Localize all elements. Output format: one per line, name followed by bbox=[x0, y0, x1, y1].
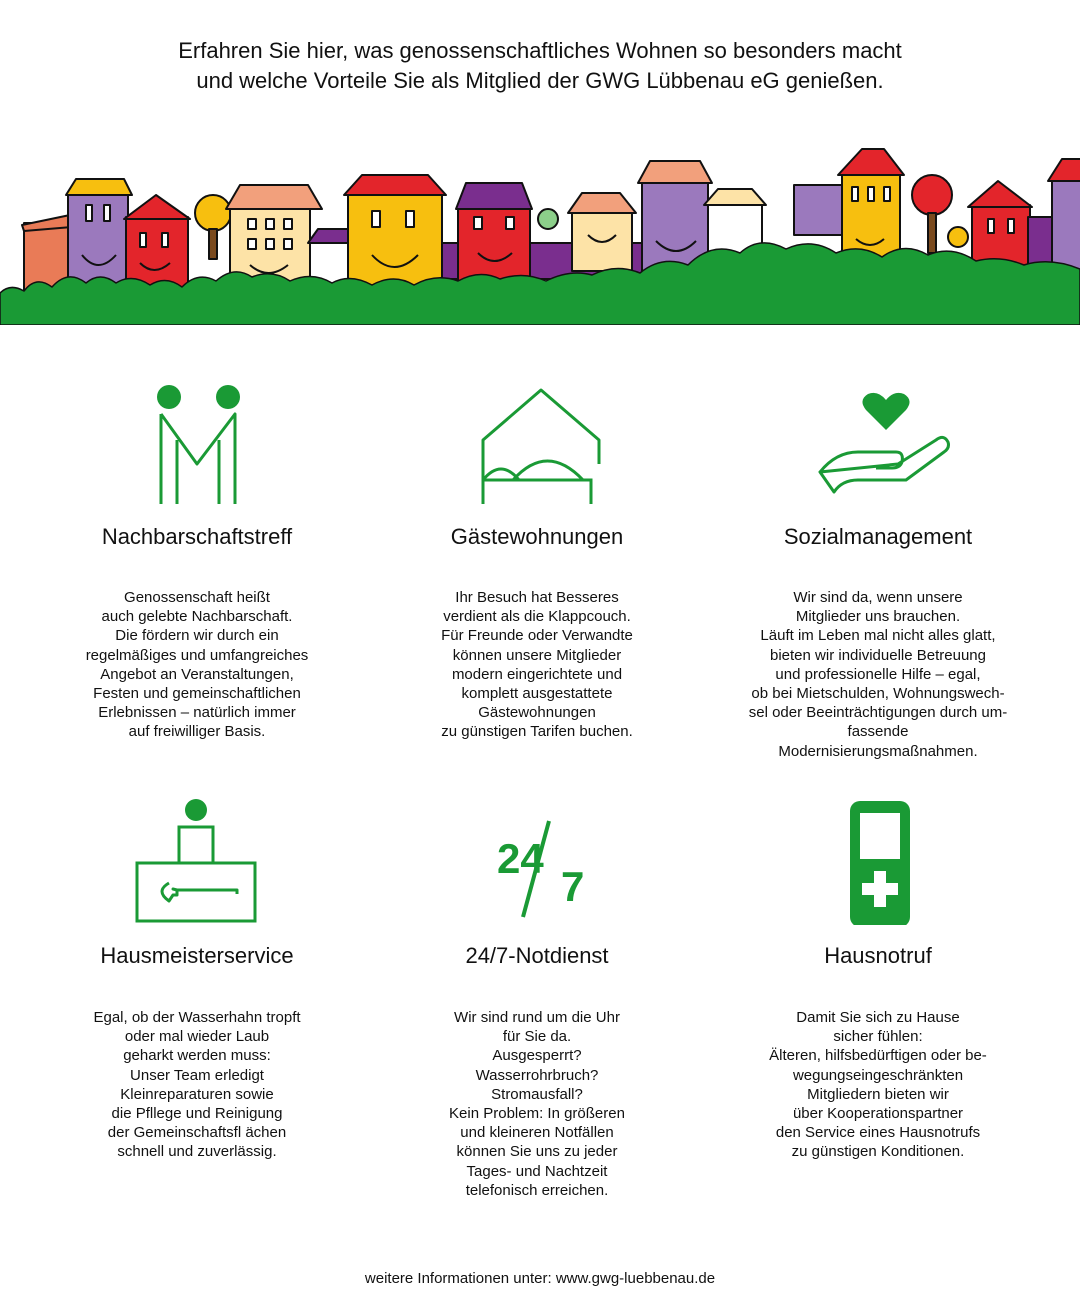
text-line: modern eingerichtete und bbox=[451, 665, 623, 683]
text-line: und kleineren Notfällen bbox=[460, 1124, 614, 1142]
text-line: sel oder Beeinträchtigungen durch um- bbox=[748, 704, 1008, 722]
service-title: 24/7-Notdienst bbox=[465, 943, 609, 968]
text-line: und professionelle Hilfe – egal, bbox=[775, 665, 981, 683]
text-line: fassende bbox=[847, 723, 909, 741]
emergency-phone-icon bbox=[718, 795, 1038, 925]
text-line: Unser Team erledigt bbox=[130, 1066, 264, 1084]
heart-hand-icon bbox=[718, 380, 1038, 510]
text-line: verdient als die Klappcouch. bbox=[443, 608, 631, 626]
service-title: Hausmeisterservice bbox=[100, 943, 294, 968]
text-line: Kein Problem: In größeren bbox=[449, 1105, 625, 1123]
service-title: Hausnotruf bbox=[824, 943, 932, 968]
text-line: Für Freunde oder Verwandte bbox=[441, 627, 633, 645]
service-description bbox=[377, 588, 697, 742]
text-line: auch gelebte Nachbarschaft. bbox=[101, 608, 293, 626]
neighbors-icon bbox=[37, 380, 357, 510]
text-line: Wir sind rund um die Uhr bbox=[454, 1009, 620, 1026]
service-title: Sozialmanagement bbox=[783, 524, 973, 549]
text-line: Stromausfall? bbox=[491, 1085, 583, 1103]
text-line: Genossenschaft heißt bbox=[124, 589, 270, 606]
text-line: Gästewohnungen bbox=[478, 704, 596, 722]
text-line: Die fördern wir durch ein bbox=[115, 627, 279, 645]
text-line: Modernisierungsmaßnahmen. bbox=[778, 742, 978, 760]
text-line: wegungseingeschränkten bbox=[792, 1066, 964, 1084]
text-line: Tages- und Nachtzeit bbox=[466, 1162, 608, 1180]
text-line: Ihr Besuch hat Besseres bbox=[455, 589, 619, 606]
text-line: Egal, ob der Wasserhahn tropft bbox=[93, 1009, 301, 1026]
service-card-hausmeisterservice bbox=[37, 795, 357, 1215]
service-description bbox=[718, 588, 1038, 761]
text-line: oder mal wieder Laub bbox=[124, 1028, 270, 1046]
icon-text-24: 24 bbox=[497, 835, 544, 882]
guest-apartment-icon bbox=[377, 380, 697, 510]
text-line: Ausgesperrt? bbox=[492, 1047, 582, 1065]
text-line: Damit Sie sich zu Hause bbox=[796, 1009, 960, 1026]
service-card-nachbarschaftstreff bbox=[37, 380, 357, 780]
house bbox=[794, 185, 842, 235]
text-line: die Pfllege und Reinigung bbox=[111, 1105, 283, 1123]
text-line: regelmäßiges und umfangreiches bbox=[85, 646, 309, 664]
text-line: für Sie da. bbox=[502, 1028, 572, 1046]
text-line: bieten wir individuelle Betreuung bbox=[770, 646, 986, 664]
text-line: Angebot an Veranstaltungen, bbox=[100, 665, 294, 683]
service-title: Gästewohnungen bbox=[450, 524, 624, 549]
service-description bbox=[377, 1008, 697, 1200]
tree bbox=[538, 209, 558, 229]
service-card-sozialmanagement bbox=[718, 380, 1038, 780]
text-line: der Gemeinschaftsfl ächen bbox=[107, 1124, 287, 1142]
service-card-gaestewohnungen bbox=[377, 380, 697, 780]
tree bbox=[912, 175, 952, 215]
footer-link-text: weitere Informationen unter: www.gwg-luebbenau.de bbox=[364, 1270, 716, 1287]
text-line: Wir sind da, wenn unsere bbox=[793, 589, 963, 606]
service-card-notdienst bbox=[377, 795, 697, 1215]
town-illustration bbox=[0, 145, 1080, 325]
service-card-hausnotruf bbox=[718, 795, 1038, 1215]
text-line: den Service eines Hausnotrufs bbox=[775, 1124, 981, 1142]
service-description bbox=[718, 1008, 1038, 1162]
text-line: Mitgliedern bieten wir bbox=[807, 1085, 949, 1103]
text-line: komplett ausgestattete bbox=[461, 685, 613, 703]
text-line: Mitglieder uns brauchen. bbox=[795, 608, 961, 626]
icon-text-7: 7 bbox=[561, 863, 585, 910]
text-line: Wasserrohrbruch? bbox=[475, 1066, 599, 1084]
text-line: Läuft im Leben mal nicht alles glatt, bbox=[760, 627, 996, 645]
text-line: auf freiwilliger Basis. bbox=[128, 723, 266, 741]
text-line: schnell und zuverlässig. bbox=[117, 1143, 277, 1161]
text-line: zu günstigen Tarifen buchen. bbox=[441, 723, 633, 741]
clock-24-7-icon bbox=[377, 795, 697, 925]
text-line: geharkt werden muss: bbox=[123, 1047, 271, 1065]
tree bbox=[195, 195, 231, 231]
text-line: ob bei Mietschulden, Wohnungswech- bbox=[751, 685, 1005, 703]
text-line: Älteren, hilfsbedürftigen oder be- bbox=[769, 1047, 987, 1065]
text-line: über Kooperationspartner bbox=[792, 1105, 964, 1123]
service-title: Nachbarschaftstreff bbox=[101, 524, 293, 549]
text-line: Festen und gemeinschaftlichen bbox=[93, 685, 301, 703]
service-description bbox=[37, 588, 357, 742]
text-line: telefonisch erreichen. bbox=[465, 1181, 609, 1199]
text-line: können unsere Mitglieder bbox=[452, 646, 622, 664]
tree bbox=[948, 227, 968, 247]
intro-line-2: und welche Vorteile Sie als Mitglied der GWG Lübbenau eG genießen. bbox=[196, 68, 884, 93]
text-line: Erlebnissen – natürlich immer bbox=[98, 704, 296, 722]
text-line: können Sie uns zu jeder bbox=[456, 1143, 618, 1161]
caretaker-wrench-icon bbox=[37, 795, 357, 925]
intro-text bbox=[0, 36, 1080, 96]
intro-line-1: Erfahren Sie hier, was genossenschaftliches Wohnen so besonders macht bbox=[178, 38, 902, 63]
service-description bbox=[37, 1008, 357, 1162]
text-line: zu günstigen Konditionen. bbox=[791, 1143, 965, 1161]
text-line: Kleinreparaturen sowie bbox=[120, 1085, 274, 1103]
text-line: sicher fühlen: bbox=[833, 1028, 923, 1046]
